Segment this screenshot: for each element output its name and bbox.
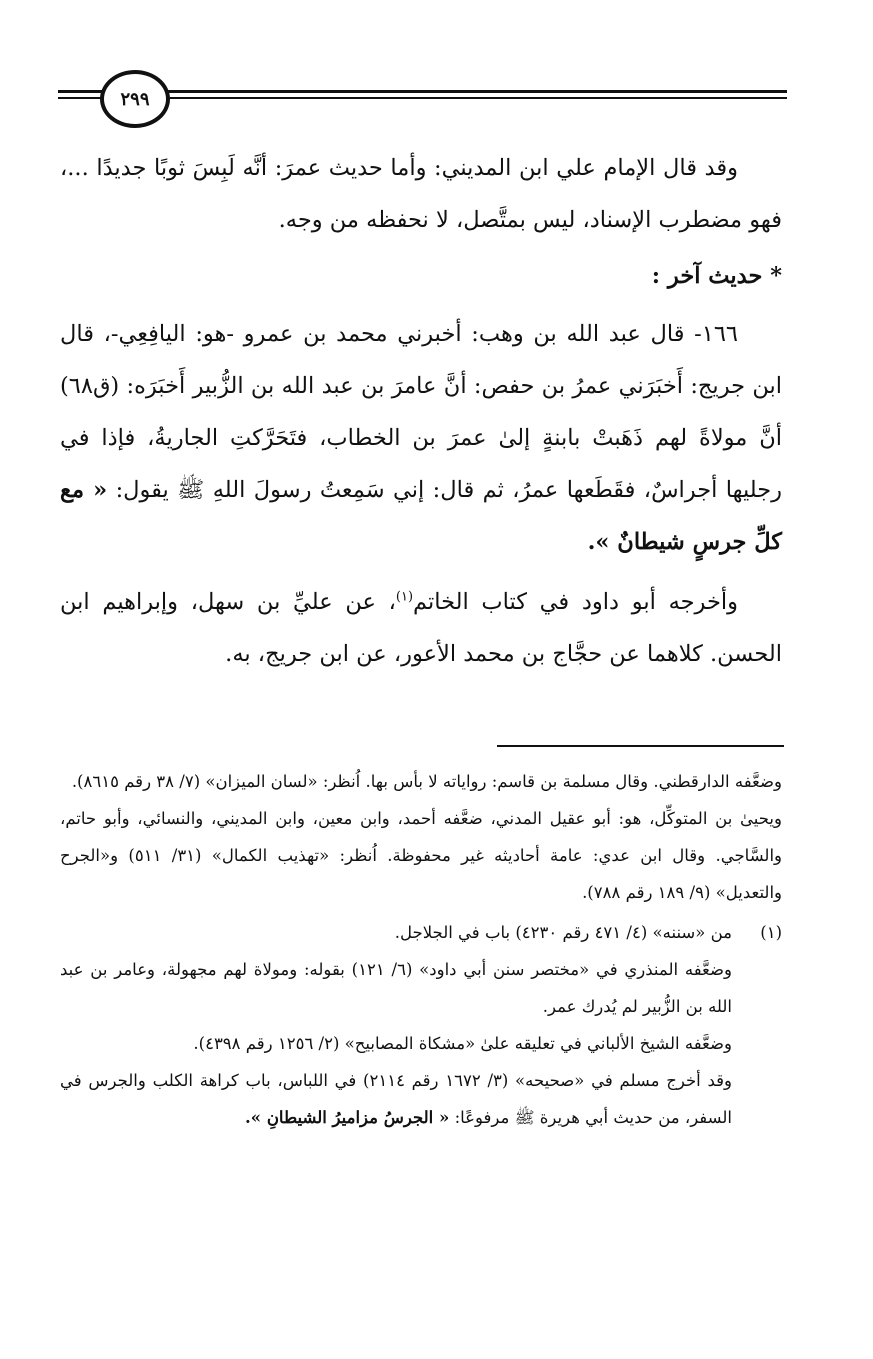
takhrij-paragraph (60, 576, 782, 680)
main-text (60, 142, 782, 680)
page-number-badge (100, 70, 170, 128)
takhrij-text-b: ، عن عليِّ بن سهل، وإبراهيم ابن الحسن. كلاهما عن حجَّاج بن محمد الأعور، عن ابن جريج، به. (60, 589, 782, 667)
page-header (58, 70, 787, 124)
takhrij-text-a: وأخرجه أبو داود في كتاب الخاتم (413, 589, 738, 615)
footnote-text: وقد أخرج مسلم في «صحيحه» (٣/ ١٦٧٢ رقم ٢١١٤) في اللباس، باب كراهة الكلب والجرس في السفر، من حديث أبي هريرة ﷺ مرفوعًا: (60, 1071, 733, 1127)
footnote-1 (60, 914, 782, 1136)
footnote-line (60, 1062, 732, 1136)
footnote-line: وضعَّفه الشيخ الألباني في تعليقه علىٰ «مشكاة المصابيح» (٢/ ١٢٥٦ رقم ٤٣٩٨). (193, 1034, 732, 1053)
footnote-ref[interactable]: (١) (395, 589, 414, 605)
footnote-continuation-1: وضعَّفه الدارقطني. وقال مسلمة بن قاسم: رواياته لا بأس بها. اُنظر: «لسان الميزان» (٧/ ٣٨ رقم ٨٦١٥). (71, 772, 782, 791)
page-number: ٢٩٩ (120, 88, 150, 110)
footnote-divider (497, 745, 784, 747)
footnotes (60, 763, 782, 1136)
footnote-number: (١) (760, 923, 782, 942)
footnote-line: وضعَّفه المنذري في «مختصر سنن أبي داود» (٦/ ١٢١) بقوله: ومولاة لهم مجهولة، وعامر بن عبد الله بن الزُّبير لم يُدرك عمر. (60, 960, 732, 1016)
paragraph-1: وقد قال الإمام علي ابن المديني: وأما حديث عمرَ: أنَّه لَبِسَ ثوبًا جديدًا ...، فهو مضطرب الإسناد، ليس بمتَّصل، لا نحفظه من وجه. (60, 155, 782, 233)
section-heading: * حديث آخر : (651, 263, 782, 289)
footnote-line: من «سننه» (٤/ ٤٧١ رقم ٤٢٣٠) باب في الجلاجل. (394, 923, 732, 942)
footnote-body (60, 914, 732, 1136)
hadith-quote: « مع كلِّ جرسٍ شيطانٌ ». (60, 477, 782, 555)
footnote-continuation-2: ويحيىٰ بن المتوكِّل، هو: أبو عقيل المدني، ضعَّفه أحمد، وابن معين، وابن المديني، والنسائي، وأبو حاتم، والسَّاجي. وقال ابن عدي: عامة أحاديثه غير محفوظة. اُنظر: «تهذيب الكمال» (٣١/ ٥١١) و«الجرح والتعديل» (٩/ ١٨٩ رقم ٧٨٨). (60, 809, 782, 902)
hadith-paragraph (60, 308, 782, 568)
footnote-quote: « الجرسُ مزاميرُ الشيطانِ ». (245, 1108, 450, 1127)
hadith-text: ١٦٦- قال عبد الله بن وهب: أخبرني محمد بن عمرو -هو: اليافِعِي-، قال ابن جريج: أَخبَرَني عمرُ بن حفص: أنَّ عامرَ بن عبد الله بن الزُّبير أَخبَرَه: (ق٦٨) أنَّ مولاةً لهم ذَهَبتْ بابنةٍ إلىٰ عمرَ بن الخطاب، فتَحَرَّكتِ الجاريةُ، فإذا في رجليها أجراسٌ، فقَطَعها عمرُ، ثم قال: إني سَمِعتُ رسولَ اللهِ ﷺ يقول: (60, 321, 782, 503)
